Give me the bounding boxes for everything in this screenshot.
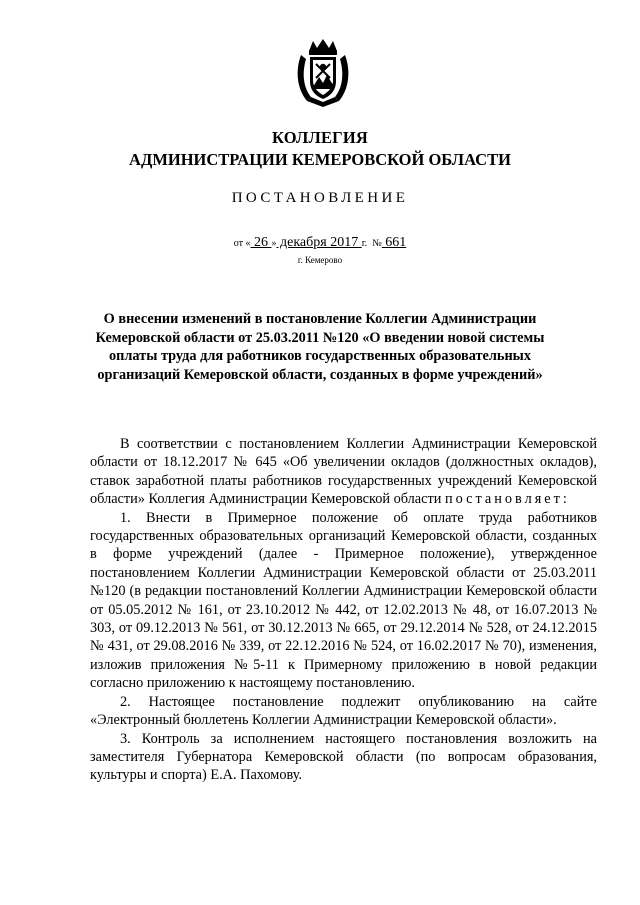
document-city: г. Кемерово [297,255,343,265]
preamble-resolution-word: постановляет: [444,491,570,508]
document-number: 661 [381,235,407,250]
paragraph-preamble [90,435,597,509]
coat-of-arms-emblem [293,37,353,109]
organization-name-line1: КОЛЛЕГИЯ [271,128,368,147]
document-body [90,435,597,785]
date-day: 26 [250,235,272,250]
document-type: ПОСТАНОВЛЕНИЕ [231,190,409,206]
organization-name-line2: АДМИНИСТРАЦИИ КЕМЕРОВСКОЙ ОБЛАСТИ [129,150,511,169]
date-year-suffix: г. [361,238,368,249]
date-month-year: декабря 2017 [276,235,362,250]
document-dateline [0,235,640,251]
date-from-label: от « [233,238,251,249]
document-title: О внесении изменений в постановление Коллегии Администрации Кемеровской области от 25.03.2011 №120 «О введении новой системы оплаты труда для работников государственных образовательных организаций Кемеровской области, созданных в форме учреждений» [95,311,545,383]
date-day-close: » [271,238,277,249]
paragraph-item-2: 2. Настоящее постановление подлежит опубликованию на сайте «Электронный бюллетень Коллегии Администрации Кемеровской области». [90,693,597,729]
preamble-text: В соответствии с постановлением Коллегии Администрации Кемеровской области от 18.12.2017 № 645 «Об увеличении окладов (должностных окладов), ставок заработной платы работников государственных учреждений Кемеровской области» Коллегия Администрации Кемеровской области [90,436,597,508]
document-number-label: № [372,238,382,249]
paragraph-item-1: 1. Внести в Примерное положение об оплате труда работников государственных образовательных организаций Кемеровской области, созданных в форме учреждений (далее - Примерное положение), утвержденное постановлением Коллегии Администрации Кемеровской области от 25.03.2011 №120 (в редакции постановлений Коллегии Администрации Кемеровской области от 05.05.2012 № 161, от 23.10.2012 № 442, от 12.02.2013 № 48, от 16.07.2013 № 303, от 09.12.2013 № 561, от 30.12.2013 № 665, от 29.12.2014 № 528, от 24.12.2015 № 431, от 29.08.2016 № 339, от 22.12.2016 № 524, от 16.02.2017 № 70), изменения, изложив приложения №5-11 к Примерному приложению в новой редакции согласно приложению к настоящему постановлению. [90,509,597,692]
paragraph-item-3: 3. Контроль за исполнением настоящего постановления возложить на заместителя Губернатора Кемеровской области (по вопросам образования, культуры и спорта) Е.А. Пахомову. [90,730,597,784]
